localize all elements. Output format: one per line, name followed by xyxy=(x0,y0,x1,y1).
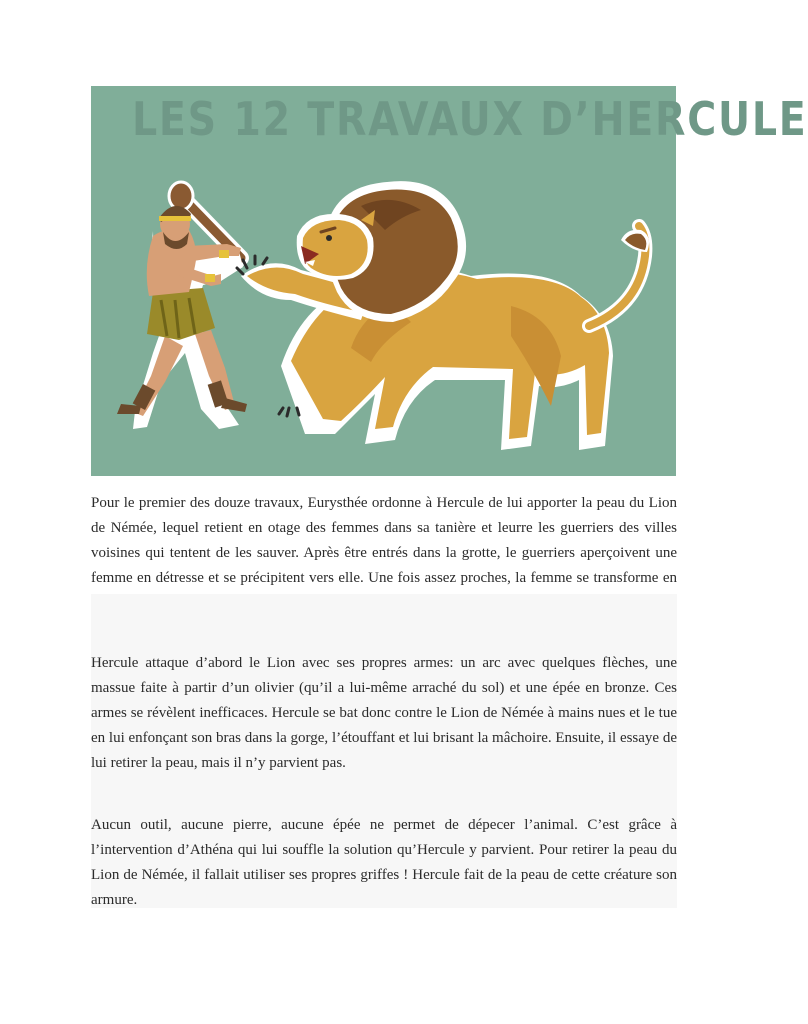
illustration-canvas xyxy=(91,86,808,476)
paragraph-2: Hercule attaque d’abord le Lion avec ses propres armes: un arc avec quelques flèches, une massue faite à partir d’un olivier (qu’il a lui-même arraché du sol) et une épée en bronze. Ces armes se révèlent inefficaces. Hercule se bat donc contre le Lion de Némée à mains nues et le tue en lui enfonçant son bras dans la gorge, l’étouffant et lui brisant la mâchoire. Ensuite, il essaye de lui retirer la peau, mais il n’y parvient pas. xyxy=(91,594,677,806)
paragraph-1: Pour le premier des douze travaux, Eurysthée ordonne à Hercule de lui apporter la peau du Lion de Némée, lequel retient en otage des femmes dans sa tanière et leurre les guerriers des villes voisines qui tentent de les sauver. Après être entrés dans la grotte, le guerriers aperçoivent une femme en détresse et se précipitent vers elle. Une fois assez proches, la femme se transforme en xyxy=(91,495,677,586)
hero-title: LES 12 TRAVAUX D’HERCULE xyxy=(131,92,808,146)
paragraph-3: Aucun outil, aucune pierre, aucune épée ne permet de dépecer l’animal. C’est grâce à l’intervention d’Athéna qui lui souffle la solution qu’Hercule y parvient. Pour retirer la peau du Lion de Némée, il fallait utiliser ses propres griffes ! Hercule fait de la peau de cette créature son armure. xyxy=(91,780,677,908)
lion-icon xyxy=(237,181,649,450)
hero-illustration xyxy=(91,86,808,476)
